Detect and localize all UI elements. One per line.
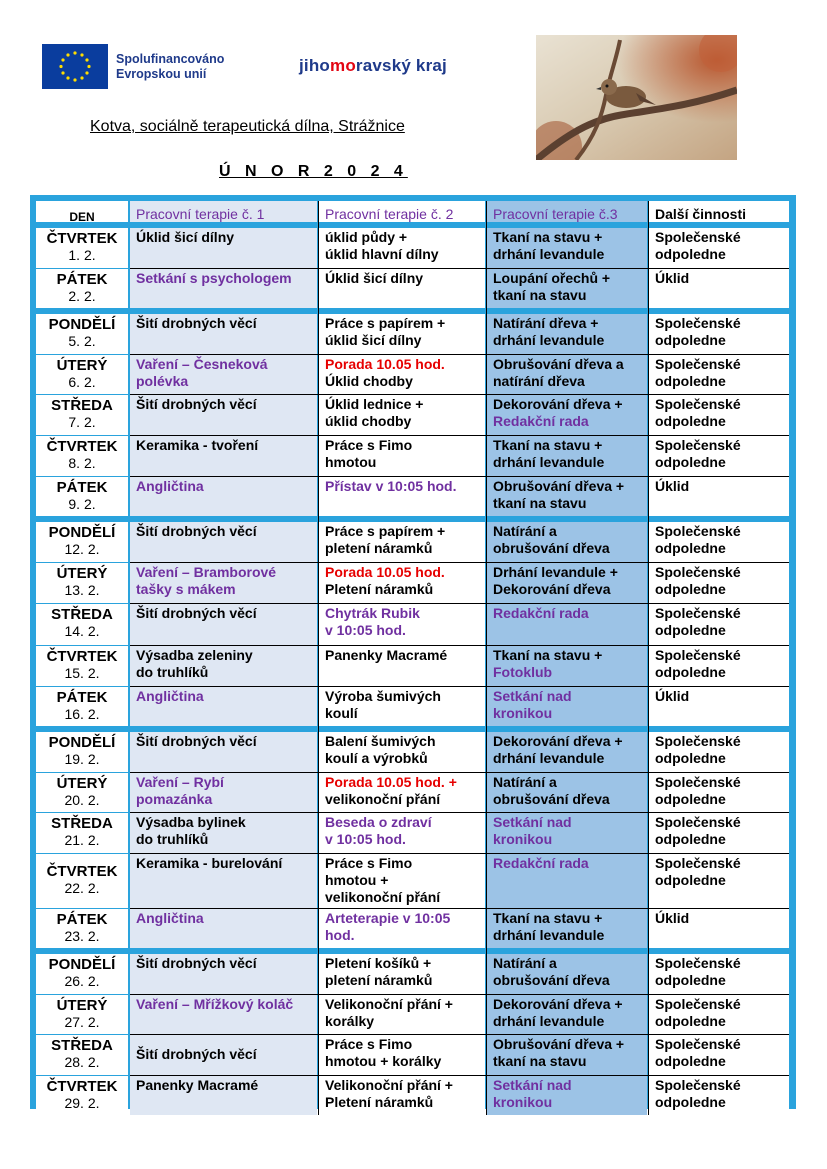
day-cell bbox=[36, 355, 128, 394]
other-activity-cell bbox=[649, 228, 789, 268]
day-name: PÁTEK bbox=[56, 911, 108, 928]
therapy-1-cell bbox=[130, 1076, 317, 1115]
region-logo-part-red: mo bbox=[330, 56, 356, 75]
day-cell bbox=[36, 813, 128, 853]
day-date: 9. 2. bbox=[68, 496, 96, 512]
day-date: 2. 2. bbox=[68, 288, 96, 304]
therapy-2-text: Práce s papírem + úklid šicí dílny bbox=[325, 315, 446, 348]
other-activity-cell bbox=[649, 436, 789, 476]
header-col-1 bbox=[130, 201, 317, 222]
therapy-3-extra: Redakční rada bbox=[493, 413, 589, 429]
other-activity-cell bbox=[649, 314, 789, 354]
therapy-1-cell bbox=[130, 436, 317, 476]
therapy-1-text: Šití drobných věcí bbox=[136, 733, 257, 749]
therapy-2-cell bbox=[319, 522, 485, 562]
other-activity-cell bbox=[649, 732, 789, 772]
day-date: 1. 2. bbox=[68, 247, 96, 263]
therapy-2-cell bbox=[319, 854, 485, 908]
therapy-3-cell bbox=[487, 355, 647, 394]
column-divider bbox=[648, 201, 649, 1115]
therapy-1-text: Vaření – Bramborové tašky s mákem bbox=[136, 564, 277, 597]
other-activity-cell bbox=[649, 355, 789, 394]
therapy-3-text: Dekorování dřeva + drhání levandule bbox=[493, 733, 623, 766]
therapy-3-text: Natírání a obrušování dřeva bbox=[493, 774, 610, 807]
header-day bbox=[36, 201, 128, 222]
day-date: 13. 2. bbox=[64, 582, 100, 598]
therapy-1-cell bbox=[130, 522, 317, 562]
day-date: 15. 2. bbox=[64, 665, 100, 681]
day-cell bbox=[36, 646, 128, 686]
therapy-2-text: Práce s papírem + pletení náramků bbox=[325, 523, 446, 556]
therapy-3-extra: Fotoklub bbox=[493, 664, 553, 680]
therapy-3-text: Redakční rada bbox=[493, 605, 589, 621]
day-date: 23. 2. bbox=[64, 928, 100, 944]
day-date: 6. 2. bbox=[68, 374, 96, 390]
therapy-1-text: Keramika - burelování bbox=[136, 855, 283, 871]
day-name: ÚTERÝ bbox=[56, 775, 108, 792]
therapy-2-text: Pletení náramků bbox=[325, 581, 434, 597]
therapy-3-cell bbox=[487, 314, 647, 354]
day-date: 28. 2. bbox=[64, 1054, 100, 1070]
therapy-2-cell bbox=[319, 563, 485, 603]
header-col-2 bbox=[319, 201, 485, 222]
therapy-2-text: Beseda o zdraví v 10:05 hod. bbox=[325, 814, 432, 847]
therapy-3-text: Natírání a obrušování dřeva bbox=[493, 523, 610, 556]
day-cell bbox=[36, 1035, 128, 1075]
therapy-2-cell bbox=[319, 269, 485, 308]
therapy-3-text: Drhání levandule + Dekorování dřeva bbox=[493, 564, 618, 597]
therapy-2-text: Pletení košíků + pletení náramků bbox=[325, 955, 433, 988]
day-date: 29. 2. bbox=[64, 1095, 100, 1111]
therapy-3-text: Obrušování dřeva + tkaní na stavu bbox=[493, 1036, 625, 1069]
day-name: ČTVRTEK bbox=[46, 438, 118, 455]
therapy-1-cell bbox=[130, 477, 317, 516]
day-name: ČTVRTEK bbox=[46, 1078, 118, 1095]
therapy-1-text: Angličtina bbox=[136, 910, 204, 926]
therapy-1-text: Úklid šicí dílny bbox=[136, 229, 235, 245]
day-cell bbox=[36, 563, 128, 603]
other-activity-text: Společenské odpoledne bbox=[655, 605, 741, 638]
month-heading: Ú N O R 2 0 2 4 bbox=[219, 163, 408, 180]
other-activity-text: Společenské odpoledne bbox=[655, 647, 741, 680]
therapy-2-text: Práce s Fimo hmotou + korálky bbox=[325, 1036, 442, 1069]
therapy-1-cell bbox=[130, 604, 317, 645]
other-activity-text: Společenské odpoledne bbox=[655, 955, 741, 988]
therapy-3-cell bbox=[487, 269, 647, 308]
therapy-3-text: Obrušování dřeva a natírání dřeva bbox=[493, 356, 624, 389]
therapy-2-text: Panenky Macramé bbox=[325, 647, 448, 663]
therapy-3-text: Setkání nad kronikou bbox=[493, 688, 572, 721]
eu-cofunding-text bbox=[116, 52, 224, 82]
day-date: 26. 2. bbox=[64, 973, 100, 989]
other-activity-text: Společenské odpoledne bbox=[655, 855, 741, 888]
schedule-table bbox=[30, 195, 796, 1109]
other-activity-cell bbox=[649, 522, 789, 562]
day-cell bbox=[36, 732, 128, 772]
therapy-1-cell bbox=[130, 995, 317, 1034]
day-cell bbox=[36, 436, 128, 476]
day-date: 19. 2. bbox=[64, 751, 100, 767]
therapy-1-cell bbox=[130, 395, 317, 435]
therapy-2-cell bbox=[319, 1035, 485, 1075]
therapy-2-cell bbox=[319, 773, 485, 812]
therapy-1-cell bbox=[130, 909, 317, 948]
day-name: PÁTEK bbox=[56, 271, 108, 288]
day-cell bbox=[36, 854, 128, 908]
therapy-1-cell bbox=[130, 563, 317, 603]
day-name: PONDĚLÍ bbox=[48, 956, 116, 973]
therapy-3-cell bbox=[487, 436, 647, 476]
therapy-3-text: Natírání a obrušování dřeva bbox=[493, 955, 610, 988]
other-activity-cell bbox=[649, 1035, 789, 1075]
other-activity-cell bbox=[649, 954, 789, 994]
therapy-1-cell bbox=[130, 228, 317, 268]
header-col-4 bbox=[649, 201, 789, 222]
therapy-2-cell bbox=[319, 995, 485, 1034]
therapy-2-text: Přístav v 10:05 hod. bbox=[325, 478, 457, 494]
therapy-1-cell bbox=[130, 954, 317, 994]
therapy-3-cell bbox=[487, 732, 647, 772]
therapy-3-cell bbox=[487, 477, 647, 516]
therapy-2-text: Výroba šumivých koulí bbox=[325, 688, 441, 721]
day-cell bbox=[36, 954, 128, 994]
therapy-3-text: Setkání nad kronikou bbox=[493, 1077, 572, 1110]
day-date: 5. 2. bbox=[68, 333, 96, 349]
therapy-2-text: Úklid šicí dílny bbox=[325, 270, 424, 286]
other-activity-cell bbox=[649, 563, 789, 603]
day-name: ÚTERÝ bbox=[56, 997, 108, 1014]
therapy-1-cell bbox=[130, 773, 317, 812]
day-name: STŘEDA bbox=[51, 397, 113, 414]
column-divider bbox=[318, 201, 319, 1115]
eu-text-line-2: Evropskou unií bbox=[116, 66, 207, 81]
day-date: 21. 2. bbox=[64, 832, 100, 848]
day-cell bbox=[36, 228, 128, 268]
header-label: Pracovní terapie č.3 bbox=[493, 206, 618, 222]
therapy-2-cell bbox=[319, 477, 485, 516]
other-activity-text: Společenské odpoledne bbox=[655, 1036, 741, 1069]
day-name: STŘEDA bbox=[51, 815, 113, 832]
therapy-1-text: Keramika - tvoření bbox=[136, 437, 259, 453]
therapy-3-text: Setkání nad kronikou bbox=[493, 814, 572, 847]
other-activity-cell bbox=[649, 1076, 789, 1115]
day-name: PONDĚLÍ bbox=[48, 734, 116, 751]
other-activity-cell bbox=[649, 773, 789, 812]
therapy-3-cell bbox=[487, 1076, 647, 1115]
other-activity-cell bbox=[649, 646, 789, 686]
day-name: ČTVRTEK bbox=[46, 230, 118, 247]
therapy-1-text: Vaření – Rybí pomazánka bbox=[136, 774, 224, 807]
therapy-3-text: Tkaní na stavu + drhání levandule bbox=[493, 910, 605, 943]
other-activity-text: Společenské odpoledne bbox=[655, 564, 741, 597]
therapy-2-text: Úklid chodby bbox=[325, 373, 413, 389]
therapy-2-cell bbox=[319, 687, 485, 726]
other-activity-cell bbox=[649, 604, 789, 645]
therapy-2-cell bbox=[319, 954, 485, 994]
day-date: 8. 2. bbox=[68, 455, 96, 471]
therapy-1-cell bbox=[130, 854, 317, 908]
therapy-3-cell bbox=[487, 854, 647, 908]
therapy-3-text: Tkaní na stavu + drhání levandule bbox=[493, 437, 605, 470]
therapy-1-cell bbox=[130, 314, 317, 354]
therapy-3-text: Redakční rada bbox=[493, 855, 589, 871]
therapy-1-text: Angličtina bbox=[136, 478, 204, 494]
therapy-2-text: Velikonoční přání + korálky bbox=[325, 996, 453, 1029]
eu-cofunding-logo bbox=[42, 44, 224, 89]
region-logo-part: ravský kraj bbox=[355, 56, 447, 75]
therapy-1-cell bbox=[130, 646, 317, 686]
therapy-3-cell bbox=[487, 773, 647, 812]
therapy-2-cell bbox=[319, 732, 485, 772]
therapy-2-cell bbox=[319, 355, 485, 394]
therapy-2-cell bbox=[319, 909, 485, 948]
therapy-1-text: Šití drobných věcí bbox=[136, 605, 257, 621]
day-cell bbox=[36, 522, 128, 562]
therapy-3-text: Tkaní na stavu + drhání levandule bbox=[493, 229, 605, 262]
day-date: 12. 2. bbox=[64, 541, 100, 557]
day-name: PÁTEK bbox=[56, 479, 108, 496]
therapy-1-text: Angličtina bbox=[136, 688, 204, 704]
therapy-2-cell bbox=[319, 314, 485, 354]
therapy-2-text: Balení šumivých koulí a výrobků bbox=[325, 733, 436, 766]
meeting-text: Porada 10.05 hod. + bbox=[325, 774, 457, 790]
therapy-3-cell bbox=[487, 995, 647, 1034]
other-activity-cell bbox=[649, 687, 789, 726]
therapy-1-text: Šití drobných věcí bbox=[136, 396, 257, 412]
other-activity-text: Společenské odpoledne bbox=[655, 315, 741, 348]
other-activity-text: Úklid bbox=[655, 270, 690, 286]
other-activity-text: Úklid bbox=[655, 478, 690, 494]
other-activity-cell bbox=[649, 395, 789, 435]
other-activity-text: Společenské odpoledne bbox=[655, 814, 741, 847]
other-activity-cell bbox=[649, 909, 789, 948]
therapy-3-cell bbox=[487, 228, 647, 268]
eu-text-line-1: Spolufinancováno bbox=[116, 51, 225, 66]
day-cell bbox=[36, 773, 128, 812]
day-name: PONDĚLÍ bbox=[48, 524, 116, 541]
other-activity-text: Společenské odpoledne bbox=[655, 996, 741, 1029]
day-cell bbox=[36, 477, 128, 516]
day-date: 22. 2. bbox=[64, 880, 100, 896]
therapy-1-cell bbox=[130, 813, 317, 853]
region-logo-part: jiho bbox=[299, 56, 331, 75]
day-name: ÚTERÝ bbox=[56, 565, 108, 582]
therapy-2-text: Práce s Fimo hmotou bbox=[325, 437, 413, 470]
other-activity-text: Společenské odpoledne bbox=[655, 229, 741, 262]
therapy-2-cell bbox=[319, 1076, 485, 1115]
other-activity-text: Společenské odpoledne bbox=[655, 774, 741, 807]
therapy-3-cell bbox=[487, 813, 647, 853]
therapy-2-text: velikonoční přání bbox=[325, 791, 441, 807]
therapy-2-cell bbox=[319, 813, 485, 853]
header-label: DEN bbox=[69, 210, 95, 222]
therapy-1-text: Výsadba zeleniny do truhlíků bbox=[136, 647, 253, 680]
eu-flag-icon bbox=[42, 44, 108, 89]
therapy-3-text: Dekorování dřeva + bbox=[493, 396, 623, 412]
therapy-3-cell bbox=[487, 687, 647, 726]
therapy-3-cell bbox=[487, 909, 647, 948]
other-activity-cell bbox=[649, 269, 789, 308]
therapy-3-text: Loupání ořechů + tkaní na stavu bbox=[493, 270, 611, 303]
day-date: 7. 2. bbox=[68, 414, 96, 430]
other-activity-cell bbox=[649, 995, 789, 1034]
therapy-1-text: Šití drobných věcí bbox=[136, 523, 257, 539]
therapy-1-text: Vaření – Česneková polévka bbox=[136, 356, 268, 389]
therapy-2-text: Práce s Fimo hmotou + velikonoční přání bbox=[325, 855, 441, 905]
other-activity-text: Úklid bbox=[655, 910, 690, 926]
therapy-1-text: Panenky Macramé bbox=[136, 1077, 259, 1093]
therapy-3-text: Natírání dřeva + drhání levandule bbox=[493, 315, 605, 348]
therapy-2-cell bbox=[319, 604, 485, 645]
therapy-2-cell bbox=[319, 395, 485, 435]
therapy-1-cell bbox=[130, 355, 317, 394]
therapy-1-cell bbox=[130, 1035, 317, 1075]
day-date: 16. 2. bbox=[64, 706, 100, 722]
other-activity-text: Úklid bbox=[655, 688, 690, 704]
bird-photo bbox=[536, 35, 737, 160]
day-cell bbox=[36, 314, 128, 354]
therapy-3-cell bbox=[487, 604, 647, 645]
other-activity-cell bbox=[649, 477, 789, 516]
other-activity-text: Společenské odpoledne bbox=[655, 1077, 741, 1110]
region-logo bbox=[299, 56, 447, 76]
day-cell bbox=[36, 687, 128, 726]
day-name: PONDĚLÍ bbox=[48, 316, 116, 333]
header-label: Pracovní terapie č. 2 bbox=[325, 206, 454, 222]
column-divider bbox=[486, 201, 487, 1115]
therapy-2-cell bbox=[319, 228, 485, 268]
meeting-text: Porada 10.05 hod. bbox=[325, 356, 445, 372]
other-activity-cell bbox=[649, 813, 789, 853]
therapy-3-cell bbox=[487, 563, 647, 603]
therapy-1-text: Setkání s psychologem bbox=[136, 270, 292, 286]
therapy-2-text: Chytrák Rubik v 10:05 hod. bbox=[325, 605, 420, 638]
page-title: Kotva, sociálně terapeutická dílna, Strážnice bbox=[90, 118, 405, 135]
day-name: ČTVRTEK bbox=[46, 863, 118, 880]
therapy-1-text: Šití drobných věcí bbox=[136, 1046, 257, 1062]
header-label: Další činnosti bbox=[655, 206, 747, 222]
day-date: 14. 2. bbox=[64, 623, 100, 639]
therapy-3-cell bbox=[487, 646, 647, 686]
therapy-2-cell bbox=[319, 646, 485, 686]
day-name: STŘEDA bbox=[51, 1037, 113, 1054]
therapy-1-cell bbox=[130, 732, 317, 772]
day-date: 20. 2. bbox=[64, 792, 100, 808]
day-cell bbox=[36, 269, 128, 308]
other-activity-text: Společenské odpoledne bbox=[655, 396, 741, 429]
therapy-1-text: Šití drobných věcí bbox=[136, 955, 257, 971]
day-date: 27. 2. bbox=[64, 1014, 100, 1030]
therapy-1-cell bbox=[130, 687, 317, 726]
therapy-1-text: Výsadba bylinek do truhlíků bbox=[136, 814, 246, 847]
day-cell bbox=[36, 604, 128, 645]
day-name: STŘEDA bbox=[51, 606, 113, 623]
therapy-2-text: Arteterapie v 10:05 hod. bbox=[325, 910, 451, 943]
therapy-1-text: Šití drobných věcí bbox=[136, 315, 257, 331]
therapy-2-text: Úklid lednice + úklid chodby bbox=[325, 396, 424, 429]
therapy-2-cell bbox=[319, 436, 485, 476]
meeting-text: Porada 10.05 hod. bbox=[325, 564, 445, 580]
other-activity-text: Společenské odpoledne bbox=[655, 437, 741, 470]
day-cell bbox=[36, 395, 128, 435]
other-activity-cell bbox=[649, 854, 789, 908]
day-name: PÁTEK bbox=[56, 689, 108, 706]
header-col-3 bbox=[487, 201, 647, 222]
other-activity-text: Společenské odpoledne bbox=[655, 733, 741, 766]
header-label: Pracovní terapie č. 1 bbox=[136, 206, 265, 222]
therapy-3-cell bbox=[487, 522, 647, 562]
day-cell bbox=[36, 1076, 128, 1115]
therapy-3-text: Dekorování dřeva + drhání levandule bbox=[493, 996, 623, 1029]
therapy-3-text: Obrušování dřeva + tkaní na stavu bbox=[493, 478, 625, 511]
therapy-3-cell bbox=[487, 954, 647, 994]
other-activity-text: Společenské odpoledne bbox=[655, 356, 741, 389]
day-name: ÚTERÝ bbox=[56, 357, 108, 374]
therapy-3-cell bbox=[487, 395, 647, 435]
therapy-1-cell bbox=[130, 269, 317, 308]
day-name: ČTVRTEK bbox=[46, 648, 118, 665]
day-cell bbox=[36, 909, 128, 948]
day-cell bbox=[36, 995, 128, 1034]
therapy-3-cell bbox=[487, 1035, 647, 1075]
therapy-2-text: Velikonoční přání + Pletení náramků bbox=[325, 1077, 453, 1110]
other-activity-text: Společenské odpoledne bbox=[655, 523, 741, 556]
therapy-2-text: úklid půdy + úklid hlavní dílny bbox=[325, 229, 439, 262]
therapy-3-text: Tkaní na stavu + bbox=[493, 647, 603, 663]
therapy-1-text: Vaření – Mřížkový koláč bbox=[136, 996, 294, 1012]
